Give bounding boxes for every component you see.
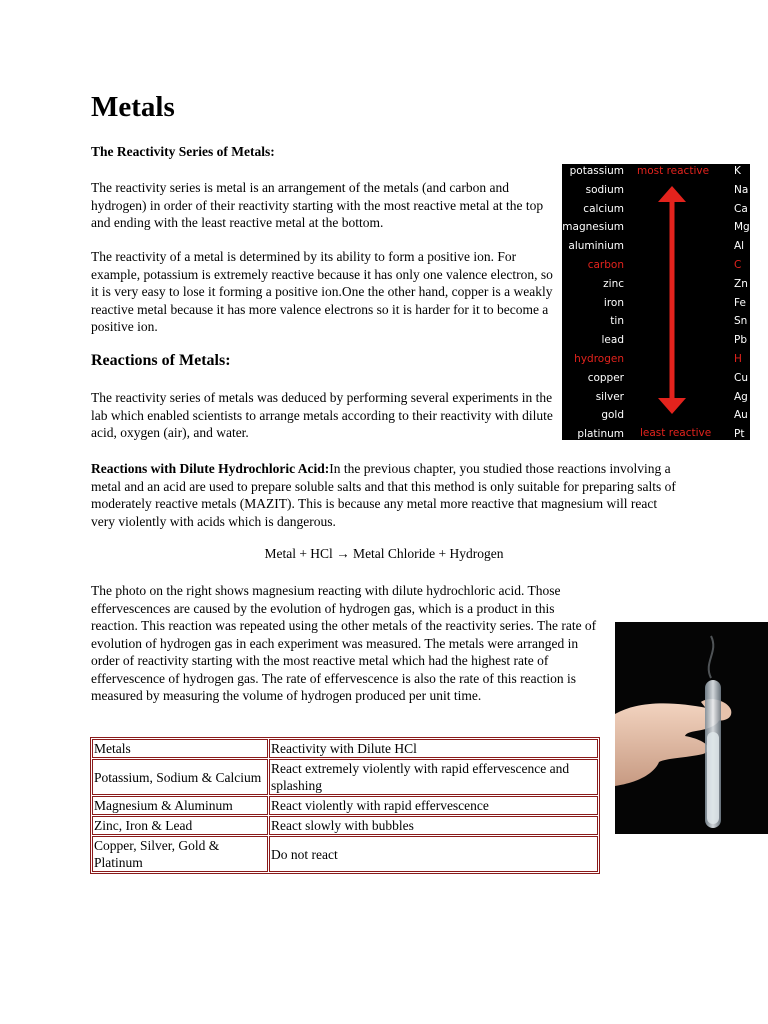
- reaction-equation: Metal + HCl → Metal Chloride + Hydrogen: [264, 546, 504, 561]
- series-symbol-carbon: C: [734, 259, 742, 271]
- table-cell: React extremely violently with rapid effervescence and splashing: [269, 759, 598, 795]
- table-header-row: [92, 739, 598, 758]
- table-row: [92, 796, 598, 815]
- acid-section-heading: Reactions with Dilute Hydrochloric Acid:: [91, 461, 330, 476]
- series-symbol-gold: Au: [734, 409, 748, 422]
- series-symbol-iron: Fe: [734, 296, 746, 309]
- table-cell: Magnesium & Aluminum: [92, 796, 268, 815]
- intro-paragraph-2: The reactivity of a metal is determined by its ability to form a positive ion. For example, potassium is extremely reactive because it has only one valence electron, so it is very easy to lose it forming a positive ion.One the other hand, copper is a weakly reactive metal because it has more valence electrons so it is harder for it to become a positive ion.: [91, 249, 553, 334]
- series-metal-iron: iron: [603, 296, 624, 309]
- least-reactive-label: least reactive: [640, 427, 712, 439]
- series-symbol-silver: Ag: [734, 390, 748, 403]
- series-symbol-platinum: Pt: [734, 428, 745, 440]
- series-symbol-tin: Sn: [734, 315, 748, 328]
- double-arrow-icon: [658, 184, 686, 416]
- series-metal-potassium: potassium: [569, 165, 624, 177]
- table-row: [92, 816, 598, 835]
- series-symbol-zinc: Zn: [734, 277, 748, 290]
- series-metal-carbon: carbon: [587, 259, 624, 271]
- acid-section-text: In the previous chapter, you studied those reactions involving a metal and an acid are used to prepare soluble salts and that this method is only suitable for preparing salts of moderately reactive metals (MAZIT). This is because any metal more reactive that magnesium will react very violently with acids which is dangerous.: [91, 461, 676, 529]
- reactions-paragraph: The reactivity series of metals was deduced by performing several experiments in the lab which enabled scientists to arrange metals according to their reactivity with dilute acid, oxygen (air), and water.: [91, 390, 553, 440]
- series-metal-aluminium: aluminium: [568, 240, 624, 253]
- series-metal-magnesium: magnesium: [562, 221, 624, 234]
- series-symbol-potassium: K: [734, 165, 741, 177]
- series-metal-platinum: platinum: [577, 428, 624, 440]
- table-row: [92, 759, 598, 795]
- photo-description-paragraph: The photo on the right shows magnesium reacting with dilute hydrochloric acid. Those effervescences are caused by the evolution of hydrogen gas, which is a product in this reaction. This reaction was repeated using the other metals of the reactivity series. The rate of evolution of hydrogen gas in each experiment was measured. The metals were arranged in order of reactivity starting with the most reactive metal which had the highest rate of effervescence of hydrogen gas. The rate of effervescence is also the rate of this reaction is measured by measuring the volume of hydrogen produced per unit time.: [91, 583, 597, 703]
- series-symbol-calcium: Ca: [734, 202, 748, 215]
- table-cell: React violently with rapid effervescence: [269, 796, 598, 815]
- reactions-heading: Reactions of Metals:: [91, 352, 231, 369]
- series-metal-tin: tin: [610, 315, 624, 328]
- series-metal-sodium: sodium: [585, 183, 624, 196]
- series-metal-copper: copper: [587, 371, 624, 384]
- series-metal-gold: gold: [601, 409, 624, 422]
- series-symbol-sodium: Na: [734, 183, 749, 196]
- table-header-cell: Metals: [92, 739, 268, 758]
- acid-section-paragraph: [91, 460, 681, 530]
- series-metal-silver: silver: [595, 390, 624, 403]
- table-row: [92, 836, 598, 872]
- series-symbol-magnesium: Mg: [734, 221, 750, 234]
- table-cell: Do not react: [269, 836, 598, 872]
- section-subtitle: The Reactivity Series of Metals:: [91, 144, 275, 159]
- table-header-cell: Reactivity with Dilute HCl: [269, 739, 598, 758]
- page-title: Metals: [91, 91, 175, 123]
- series-symbol-lead: Pb: [734, 334, 747, 347]
- magnesium-test-tube-photo: [615, 622, 768, 834]
- most-reactive-label: most reactive: [637, 165, 710, 177]
- series-symbol-copper: Cu: [734, 371, 748, 384]
- table-cell: Copper, Silver, Gold & Platinum: [92, 836, 268, 872]
- table-cell: Zinc, Iron & Lead: [92, 816, 268, 835]
- series-symbol-hydrogen: H: [734, 353, 742, 365]
- table-cell: Potassium, Sodium & Calcium: [92, 759, 268, 795]
- series-metal-zinc: zinc: [603, 277, 624, 290]
- intro-paragraph-1: The reactivity series is metal is an arrangement of the metals (and carbon and hydrogen) in order of their reactivity starting with the most reactive metal at the top and ending with the least reactive metal at the bottom.: [91, 180, 544, 230]
- reactivity-series-image: [562, 164, 750, 440]
- reactivity-table: [90, 737, 600, 874]
- series-symbol-aluminium: Al: [734, 240, 745, 253]
- series-metal-lead: lead: [601, 334, 624, 347]
- table-cell: React slowly with bubbles: [269, 816, 598, 835]
- series-metal-hydrogen: hydrogen: [574, 353, 624, 365]
- series-metal-calcium: calcium: [583, 202, 624, 215]
